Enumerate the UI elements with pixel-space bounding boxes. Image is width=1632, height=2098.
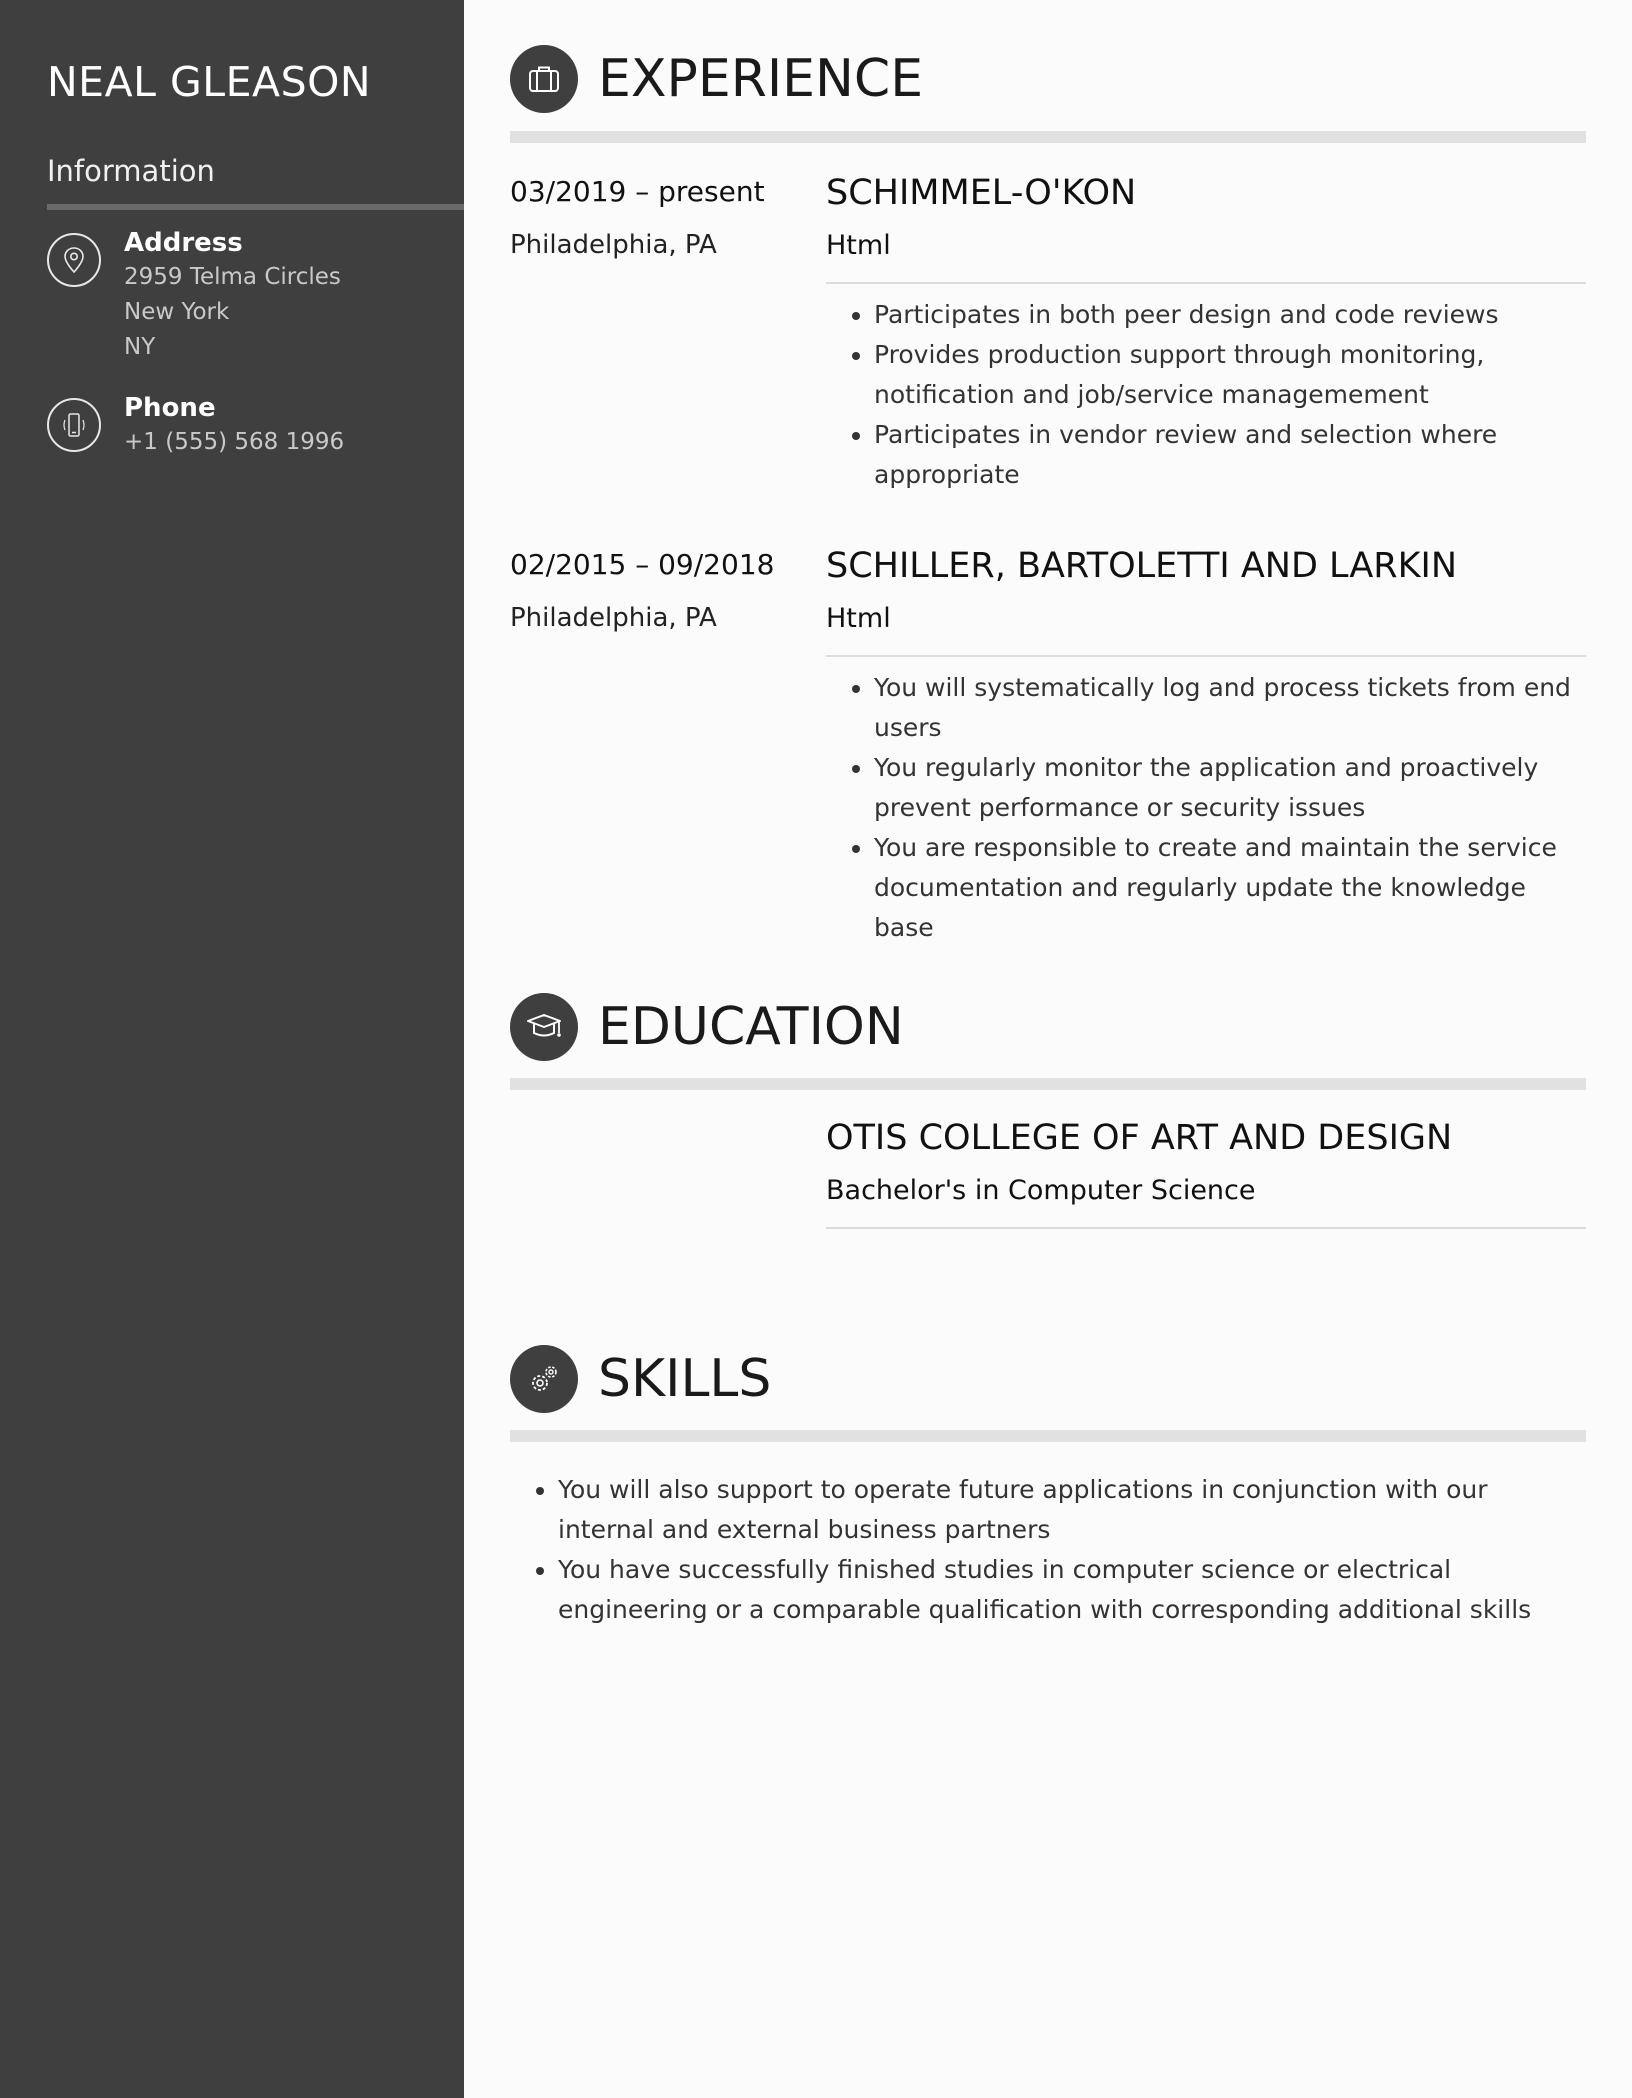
candidate-name: NEAL GLEASON xyxy=(47,58,372,106)
information-divider xyxy=(47,204,464,210)
skills-title: SKILLS xyxy=(598,1349,772,1409)
gears-icon xyxy=(510,1345,578,1413)
experience-divider xyxy=(510,131,1586,143)
briefcase-icon xyxy=(510,45,578,113)
job-location: Philadelphia, PA xyxy=(510,230,717,260)
location-pin-icon xyxy=(47,233,101,287)
skills-list xyxy=(510,1470,1586,1630)
job-company: SCHILLER, BARTOLETTI AND LARKIN xyxy=(826,546,1458,586)
job-company: SCHIMMEL-O'KON xyxy=(826,173,1137,213)
job-bullets xyxy=(826,295,1586,495)
list-item: • You have successfully finished studies in computer science or electrical engineering or a comparable qualification with corresponding additional skills xyxy=(558,1550,1586,1630)
education-entry-divider xyxy=(826,1227,1586,1229)
list-item: • You are responsible to create and maintain the service documentation and regularly update the knowledge base xyxy=(874,828,1586,948)
degree: Bachelor's in Computer Science xyxy=(826,1175,1256,1206)
skills-divider xyxy=(510,1430,1586,1442)
phone-label: Phone xyxy=(124,393,216,423)
mobile-phone-icon xyxy=(47,398,101,452)
job-role: Html xyxy=(826,230,891,261)
list-item: • You will also support to operate future applications in conjunction with our internal and external business partners xyxy=(558,1470,1586,1550)
address-label: Address xyxy=(124,228,243,258)
job-location: Philadelphia, PA xyxy=(510,603,717,633)
list-item: • You regularly monitor the application and proactively prevent performance or security issues xyxy=(874,748,1586,828)
phone-number[interactable]: +1 (555) 568 1996 xyxy=(124,429,345,455)
job-dates: 03/2019 – present xyxy=(510,175,765,208)
experience-title: EXPERIENCE xyxy=(598,49,924,109)
job-role: Html xyxy=(826,603,891,634)
education-divider xyxy=(510,1078,1586,1090)
job-bullets xyxy=(826,668,1586,948)
school-name: OTIS COLLEGE OF ART AND DESIGN xyxy=(826,1118,1453,1158)
address-line: NY xyxy=(124,334,156,360)
graduation-cap-icon xyxy=(510,993,578,1061)
information-heading: Information xyxy=(47,154,215,188)
list-item: • You will systematically log and process tickets from end users xyxy=(874,668,1586,748)
job-divider xyxy=(826,655,1586,657)
job-divider xyxy=(826,282,1586,284)
list-item: • Provides production support through monitoring, notification and job/service managemement xyxy=(874,335,1586,415)
sidebar xyxy=(0,0,464,2098)
list-item: • Participates in vendor review and selection where appropriate xyxy=(874,415,1586,495)
education-title: EDUCATION xyxy=(598,997,904,1057)
address-line: New York xyxy=(124,299,230,325)
list-item: • Participates in both peer design and code reviews xyxy=(874,295,1586,335)
job-dates: 02/2015 – 09/2018 xyxy=(510,548,775,581)
address-line: 2959 Telma Circles xyxy=(124,264,341,290)
